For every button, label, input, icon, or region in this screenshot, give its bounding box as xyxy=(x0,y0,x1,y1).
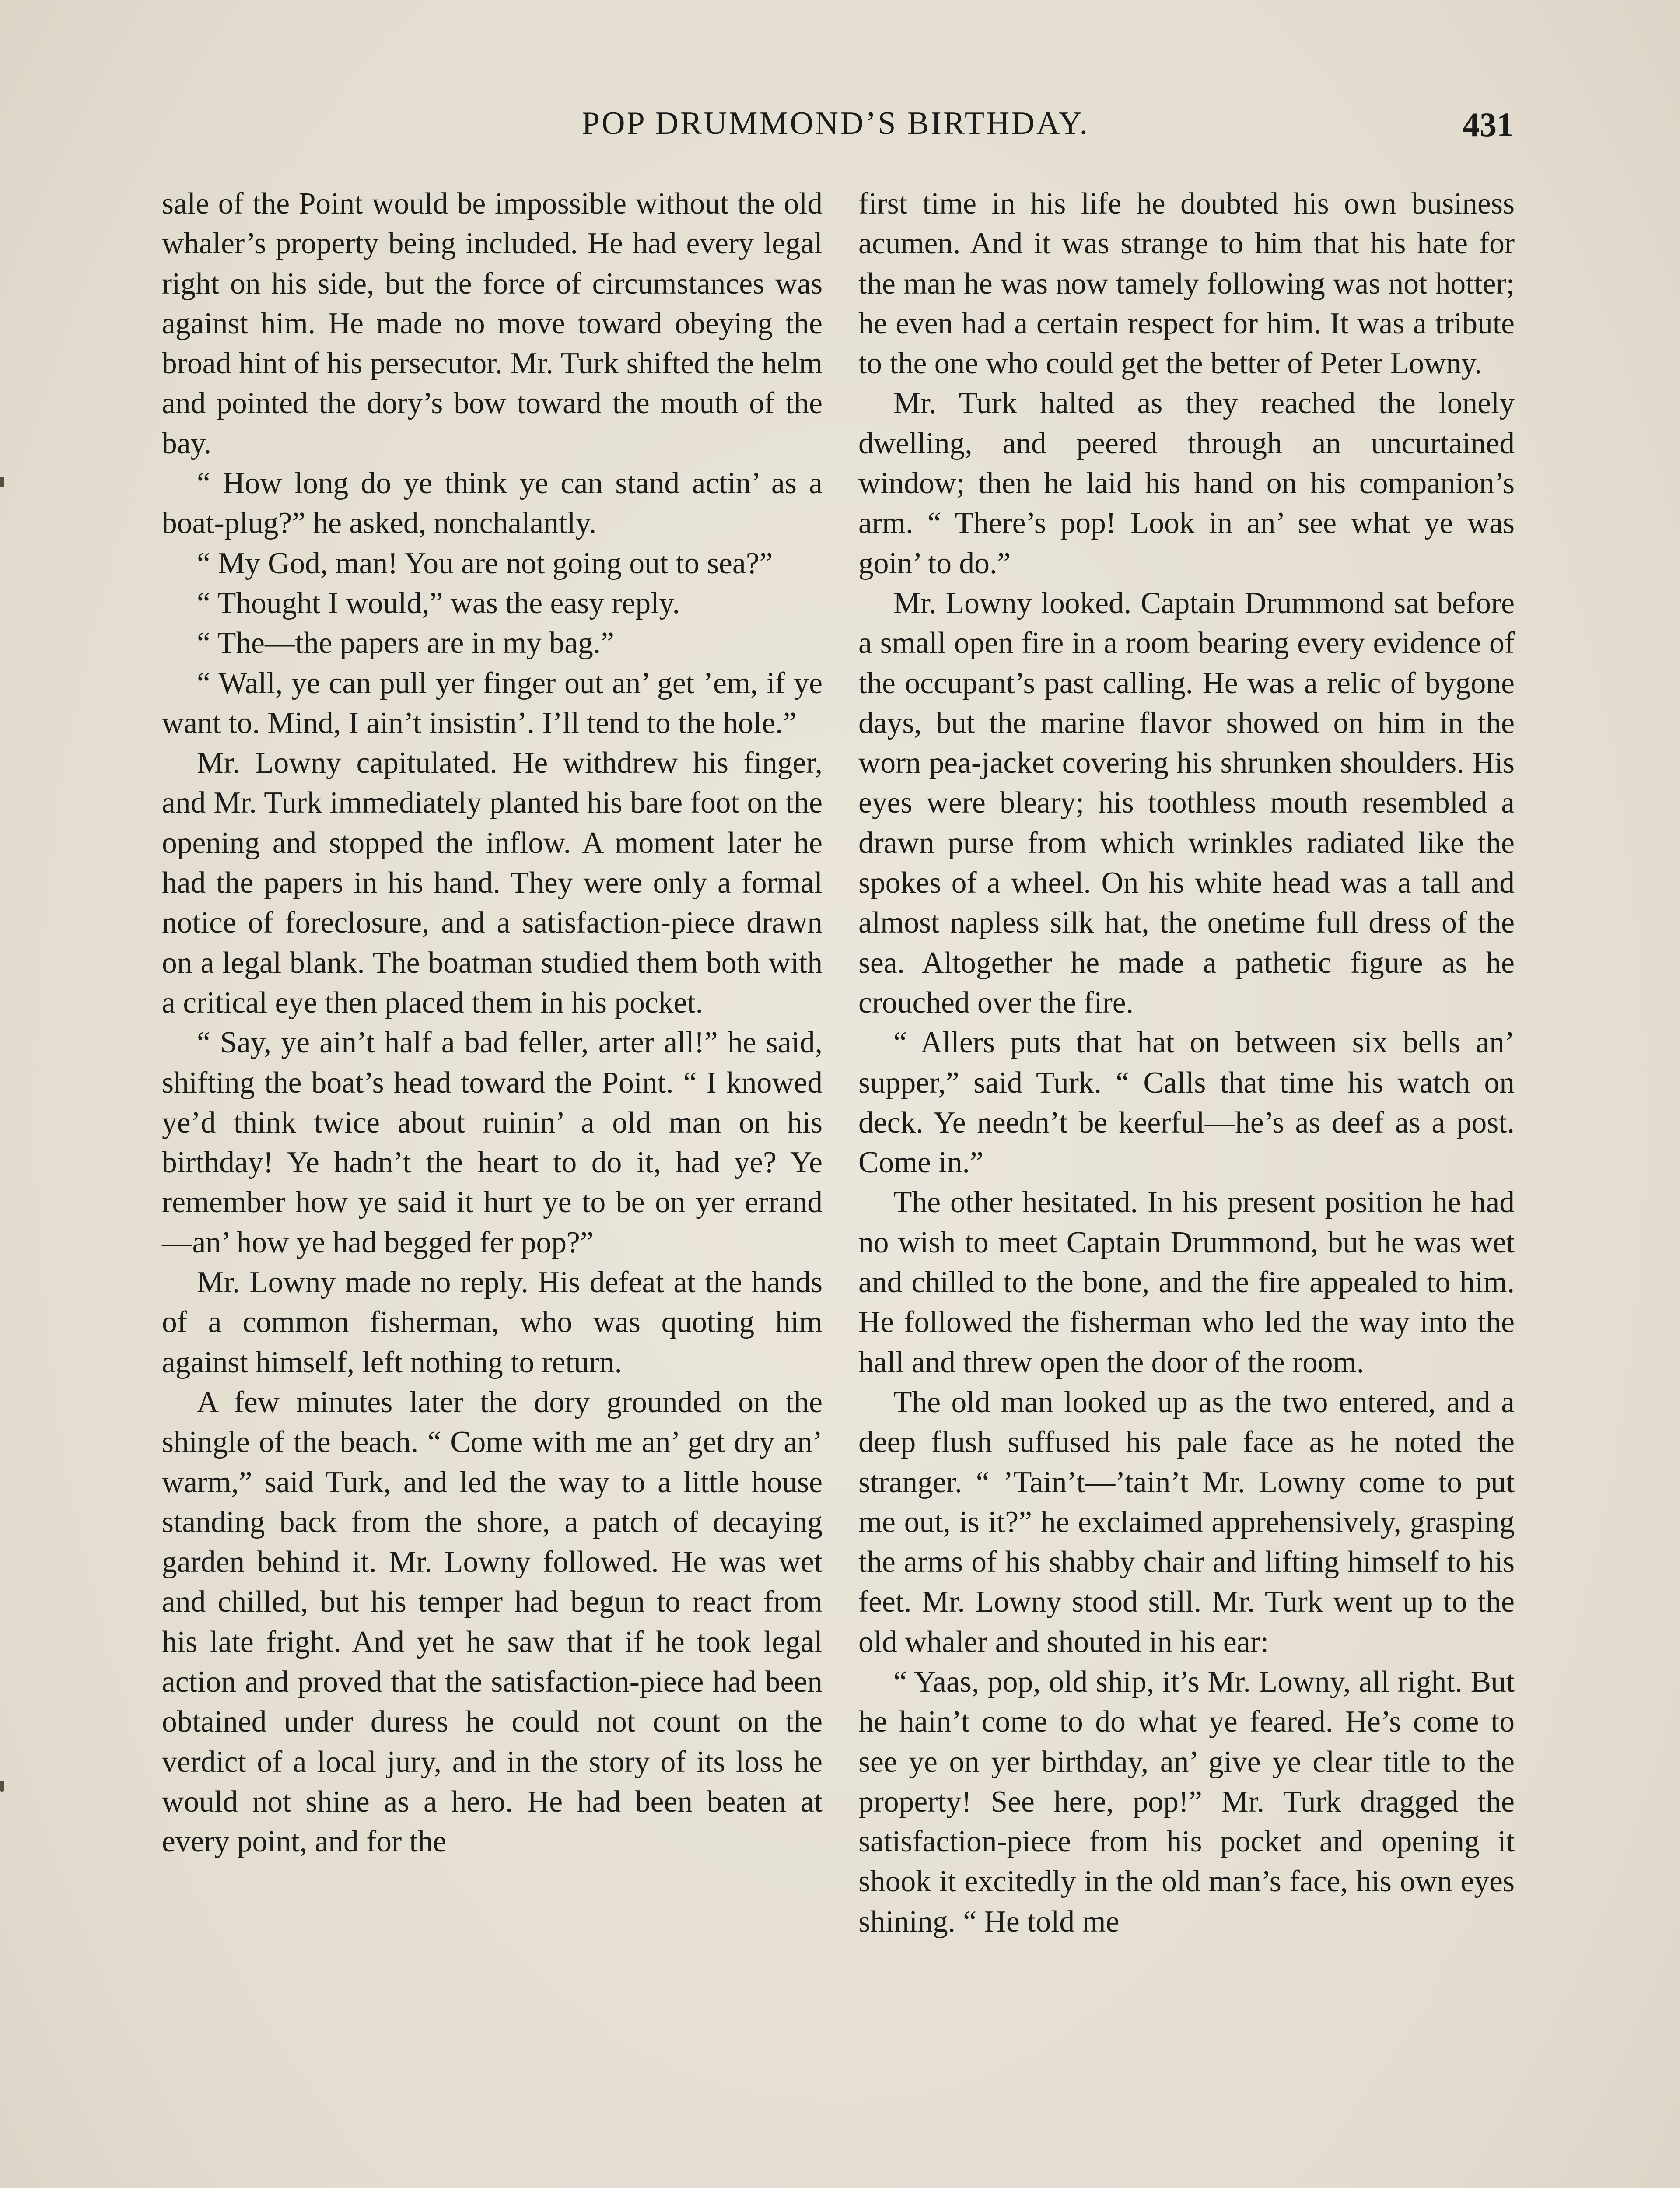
paragraph: “ My God, man! You are not going out to sea?” xyxy=(197,546,773,580)
paragraph: The other hesitated. In his present position he had no wish to meet Captain Drummond, but he was wet and chilled to the bone, and the fire appealed to him. He followed the fisherman who led the way into the hall and threw open the door of the room. xyxy=(858,1185,1515,1379)
paragraph: sale of the Point would be impossible without the old whaler’s property being included. He had every legal right on his side, but the force of circumstances was against him. He made no move toward obeying the broad hint of his persecutor. Mr. Turk shifted the helm and pointed the dory’s bow toward the mouth of the bay. xyxy=(162,187,822,460)
paragraph: The old man looked up as the two entered, and a deep flush suffused his pale face as he noted the stranger. “ ’Tain’t—’tain’t Mr. Lowny come to put me out, is it?” he exclaimed apprehensively, grasping the arms of his shabby chair and lifting himself to his feet. Mr. Lowny stood still. Mr. Turk went up to the old whaler and shouted in his ear: xyxy=(858,1385,1515,1659)
paragraph: Mr. Lowny capitulated. He withdrew his finger, and Mr. Turk immediately planted his bare foot on the opening and stopped the inflow. A moment later he had the papers in his hand. They were only a formal notice of foreclosure, and a satisfaction-piece drawn on a legal blank. The boatman studied them both with a critical eye then placed them in his pocket. xyxy=(162,746,822,1020)
paragraph: first time in his life he doubted his own business acumen. And it was strange to him that his hate for the man he was now tamely following was not hotter; he even had a certain respect for him. It was a tribute to the one who could get the better of Peter Lowny. xyxy=(858,187,1515,381)
right-column xyxy=(858,184,1515,1942)
paragraph: A few minutes later the dory grounded on the shingle of the beach. “ Come with me an’ get dry an’ warm,” said Turk, and led the way to a little house standing back from the shore, a patch of decaying garden behind it. Mr. Lowny followed. He was wet and chilled, but his temper had begun to react from his late fright. And yet he saw that if he took legal action and proved that the satisfaction-piece had been obtained under duress he could not count on the verdict of a local jury, and in the story of its loss he would not shine as a hero. He had been beaten at every point, and for the xyxy=(162,1385,822,1859)
paragraph: “ Thought I would,” was the easy reply. xyxy=(197,586,680,620)
paragraph: “ Say, ye ain’t half a bad feller, arter all!” he said, shifting the boat’s head toward the Point. “ I knowed ye’d think twice about ruinin’ a old man on his birthday! Ye hadn’t the heart to do it, had ye? Ye remember how ye said it hurt ye to be on yer errand—an’ how ye had begged fer pop?” xyxy=(162,1026,822,1259)
edge-mark xyxy=(0,1781,4,1792)
paragraph: Mr. Lowny made no reply. His defeat at the hands of a common fisherman, who was quoting him against himself, left nothing to return. xyxy=(162,1266,822,1379)
page-number: 431 xyxy=(1463,105,1514,144)
paragraph: “ The—the papers are in my bag.” xyxy=(197,626,614,660)
running-title: POP DRUMMOND’S BIRTHDAY. xyxy=(581,105,1089,141)
running-header xyxy=(158,105,1514,158)
paragraph: Mr. Lowny looked. Captain Drummond sat before a small open fire in a room bearing every evidence of the occupant’s past calling. He was a relic of bygone days, but the marine flavor showed on him in the worn pea-jacket covering his shrunken shoulders. His eyes were bleary; his toothless mouth resembled a drawn purse from which wrinkles radiated like the spokes of a wheel. On his white head was a tall and almost napless silk hat, the onetime full dress of the sea. Altogether he made a pathetic figure as he crouched over the fire. xyxy=(858,586,1515,1020)
paragraph: “ Wall, ye can pull yer finger out an’ get ’em, if ye want to. Mind, I ain’t insistin’. I’ll tend to the hole.” xyxy=(162,666,822,740)
paragraph: “ Yaas, pop, old ship, it’s Mr. Lowny, all right. But he hain’t come to do what ye feared. He’s come to see ye on yer birthday, an’ give ye clear title to the property! See here, pop!” Mr. Turk dragged the satisfaction-piece from his pocket and opening it shook it excitedly in the old man’s face, his own eyes shining. “ He told me xyxy=(858,1665,1515,1939)
left-column xyxy=(162,184,822,1862)
edge-mark xyxy=(0,477,4,487)
paragraph: Mr. Turk halted as they reached the lonely dwelling, and peered through an uncurtained window; then he laid his hand on his companion’s arm. “ There’s pop! Look in an’ see what ye was goin’ to do.” xyxy=(858,386,1515,580)
paragraph: “ Allers puts that hat on between six bells an’ supper,” said Turk. “ Calls that time his watch on deck. Ye needn’t be keerful—he’s as deef as a post. Come in.” xyxy=(858,1026,1515,1180)
paragraph: “ How long do ye think ye can stand actin’ as a boat-plug?” he asked, nonchalantly. xyxy=(162,466,822,540)
